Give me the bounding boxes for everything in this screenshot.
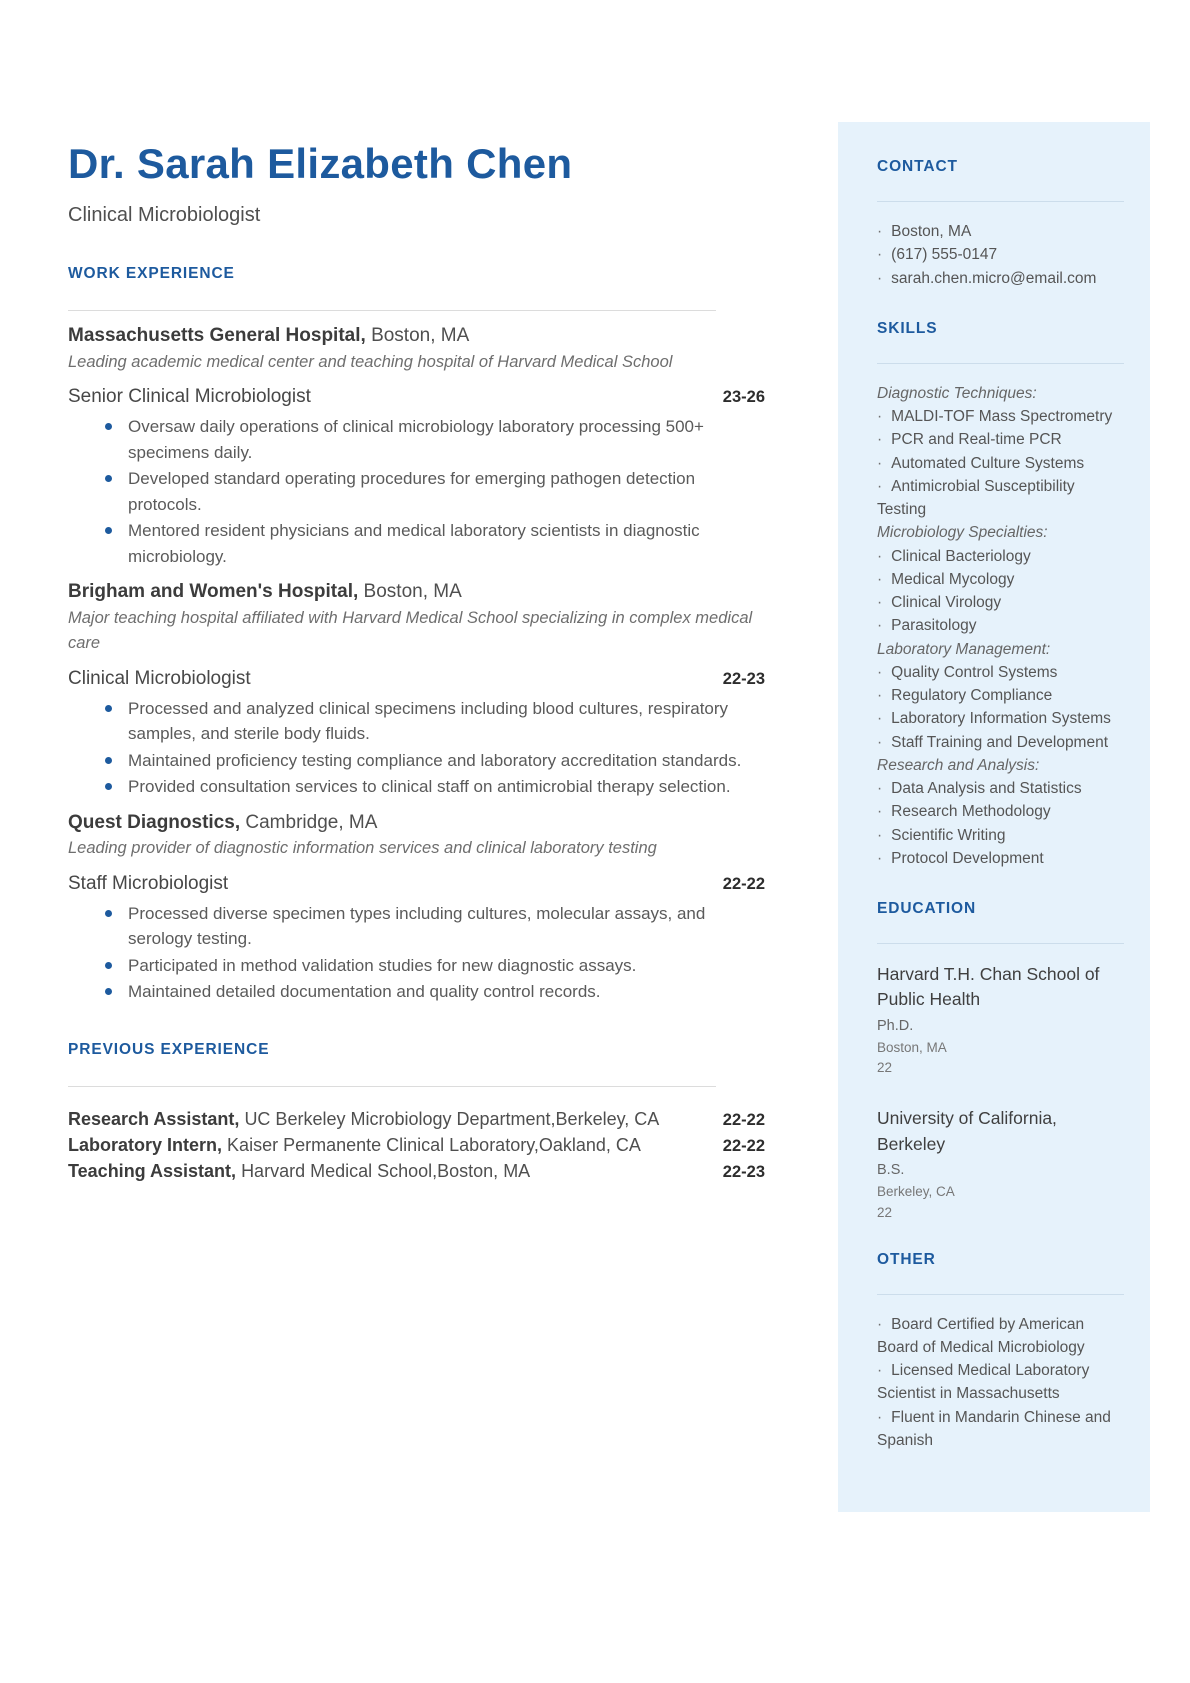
skill-text: Protocol Development	[891, 849, 1044, 867]
dot-icon: ·	[877, 431, 883, 449]
role-dates: 22-22	[722, 874, 765, 893]
bullet-icon	[105, 423, 112, 430]
role-dates: 23-26	[722, 388, 765, 407]
previous-role: Laboratory Intern,	[68, 1134, 223, 1155]
contact-section	[877, 158, 1124, 290]
dot-icon: ·	[877, 826, 883, 844]
dot-icon: ·	[877, 454, 883, 472]
skill-text: Scientific Writing	[891, 826, 1006, 844]
company-tagline: Leading provider of diagnostic information services and clinical laboratory testing	[68, 839, 657, 858]
company-location: Boston, MA	[371, 325, 470, 346]
skill-item	[877, 847, 1124, 870]
company-name: Quest Diagnostics,	[68, 811, 241, 833]
bullet-icon	[105, 910, 112, 917]
contact-location: Boston, MA	[891, 223, 972, 240]
list-item	[68, 518, 765, 569]
previous-org: Harvard Medical School,Boston, MA	[241, 1160, 531, 1181]
skill-item	[877, 707, 1124, 730]
skill-text: Medical Mycology	[891, 570, 1015, 588]
skills-heading: SKILLS	[877, 319, 938, 337]
bullet-text: Maintained proficiency testing compliance and laboratory accreditation standards.	[128, 750, 742, 770]
school-name: Harvard T.H. Chan School of Public Health	[877, 964, 1100, 1010]
school-location: Boston, MA	[877, 1039, 947, 1055]
dot-icon: ·	[877, 663, 883, 681]
bullet-list	[68, 901, 765, 1005]
dot-icon: ·	[877, 687, 883, 704]
bullet-text: Processed and analyzed clinical specimens including blood cultures, respiratory samples, and sterile body fluids.	[128, 698, 729, 744]
dot-icon: ·	[877, 1315, 883, 1333]
list-item	[68, 696, 765, 747]
bullet-text: Oversaw daily operations of clinical microbiology laboratory processing 500+ specimens daily.	[128, 417, 704, 462]
skills-section	[877, 320, 1124, 870]
bullet-text: Provided consultation services to clinical staff on antimicrobial therapy selection.	[128, 777, 731, 797]
previous-org: UC Berkeley Microbiology Department,Berkeley, CA	[244, 1108, 660, 1129]
skill-group-label: Research and Analysis:	[877, 756, 1040, 774]
company-tagline: Major teaching hospital affiliated with Harvard Medical School specializing in complex medical care	[68, 609, 753, 652]
skill-text: Clinical Bacteriology	[891, 547, 1031, 565]
role-row	[68, 668, 765, 690]
skill-text: Laboratory Information Systems	[891, 710, 1111, 728]
contact-item-phone	[877, 243, 1124, 266]
company-line	[68, 579, 765, 605]
dot-icon: ·	[877, 570, 883, 588]
other-section	[877, 1251, 1124, 1453]
table-row	[68, 1159, 765, 1185]
graduation-year: 22	[877, 1060, 893, 1076]
list-item	[68, 979, 765, 1005]
previous-experience-section	[68, 1041, 765, 1185]
role-title: Staff Microbiologist	[68, 872, 229, 894]
other-text: Fluent in Mandarin Chinese and Spanish	[877, 1408, 1111, 1449]
bullet-text: Mentored resident physicians and medical laboratory scientists in diagnostic microbiology.	[128, 521, 700, 566]
skill-text: Antimicrobial Susceptibility Testing	[877, 477, 1075, 518]
other-text: Board Certified by American Board of Medical Microbiology	[877, 1315, 1085, 1356]
list-item	[68, 901, 765, 952]
list-item	[68, 748, 765, 774]
sidebar	[838, 122, 1150, 1512]
bullet-list	[68, 414, 765, 569]
other-heading: OTHER	[877, 1250, 936, 1268]
bullet-text: Developed standard operating procedures for emerging pathogen detection protocols.	[128, 469, 696, 514]
section-divider	[877, 943, 1124, 944]
bullet-icon	[105, 705, 112, 712]
section-divider	[68, 1086, 716, 1087]
role-title: Clinical Microbiologist	[68, 667, 251, 689]
company-line	[68, 810, 765, 836]
contact-item-location	[877, 220, 1124, 243]
company-location: Boston, MA	[363, 581, 462, 603]
contact-email: sarah.chen.micro@email.com	[891, 269, 1097, 287]
spacer	[877, 290, 1124, 320]
list-item	[68, 466, 765, 517]
education-entry	[877, 962, 1124, 1079]
previous-dates: 22-22	[722, 1110, 765, 1129]
skill-item	[877, 591, 1124, 614]
main-column	[68, 140, 765, 1185]
job-entry	[68, 810, 765, 1005]
skill-item	[877, 777, 1124, 800]
other-item	[877, 1313, 1124, 1360]
contact-phone: (617) 555-0147	[891, 246, 998, 264]
previous-role: Research Assistant,	[68, 1108, 240, 1129]
work-experience-heading: WORK EXPERIENCE	[68, 265, 235, 282]
role-row	[68, 386, 765, 408]
skill-text: MALDI-TOF Mass Spectrometry	[891, 408, 1113, 425]
work-experience-section	[68, 265, 765, 1005]
contact-item-email	[877, 267, 1124, 290]
other-item	[877, 1359, 1124, 1406]
skill-group-label: Laboratory Management:	[877, 640, 1051, 658]
company-line	[68, 323, 765, 349]
other-item	[877, 1406, 1124, 1453]
skill-item	[877, 568, 1124, 591]
company-name: Massachusetts General Hospital,	[68, 325, 366, 346]
skill-item	[877, 661, 1124, 684]
education-section	[877, 900, 1124, 1224]
skill-text: Regulatory Compliance	[891, 687, 1053, 704]
bullet-icon	[105, 475, 112, 482]
skill-text: Quality Control Systems	[891, 663, 1058, 681]
bullet-text: Processed diverse specimen types including cultures, molecular assays, and serology testing.	[128, 903, 706, 949]
previous-role-org	[68, 1107, 723, 1133]
dot-icon: ·	[877, 849, 883, 867]
job-entry	[68, 323, 765, 569]
education-heading: EDUCATION	[877, 900, 977, 917]
contact-heading: CONTACT	[877, 158, 958, 175]
skill-item	[877, 452, 1124, 475]
dot-icon: ·	[877, 1362, 883, 1380]
skill-item	[877, 684, 1124, 707]
dot-icon: ·	[877, 246, 883, 264]
school-name: University of California, Berkeley	[877, 1108, 1057, 1154]
bullet-list	[68, 696, 765, 800]
dot-icon: ·	[877, 803, 883, 821]
skill-group-label: Diagnostic Techniques:	[877, 384, 1037, 402]
previous-role: Teaching Assistant,	[68, 1160, 237, 1181]
dot-icon: ·	[877, 710, 883, 728]
table-row	[68, 1133, 765, 1159]
dot-icon: ·	[877, 547, 883, 565]
skill-text: Clinical Virology	[891, 594, 1002, 611]
skill-item	[877, 800, 1124, 823]
bullet-icon	[105, 783, 112, 790]
job-title: Clinical Microbiologist	[68, 204, 261, 226]
section-divider	[877, 1294, 1124, 1295]
dot-icon: ·	[877, 408, 883, 425]
list-item	[68, 953, 765, 979]
dot-icon: ·	[877, 733, 883, 751]
skill-item	[877, 405, 1124, 428]
role-row	[68, 873, 765, 895]
degree: Ph.D.	[877, 1017, 914, 1034]
skill-item	[877, 824, 1124, 847]
dot-icon: ·	[877, 594, 883, 611]
skill-item	[877, 475, 1124, 522]
school-location: Berkeley, CA	[877, 1183, 955, 1199]
company-tagline: Leading academic medical center and teaching hospital of Harvard Medical School	[68, 352, 673, 371]
dot-icon: ·	[877, 780, 883, 797]
graduation-year: 22	[877, 1204, 893, 1220]
bullet-text: Participated in method validation studies for new diagnostic assays.	[128, 955, 637, 975]
previous-role-org	[68, 1159, 723, 1185]
previous-experience-heading: PREVIOUS EXPERIENCE	[68, 1040, 270, 1058]
bullet-icon	[105, 988, 112, 995]
bullet-text: Maintained detailed documentation and quality control records.	[128, 982, 601, 1002]
skill-text: Automated Culture Systems	[891, 454, 1085, 472]
previous-role-org	[68, 1133, 723, 1159]
skill-text: Parasitology	[891, 617, 977, 635]
skill-group-label: Microbiology Specialties:	[877, 524, 1048, 542]
section-divider	[68, 310, 716, 311]
previous-dates: 22-23	[722, 1162, 765, 1181]
table-row	[68, 1107, 765, 1133]
skill-item	[877, 428, 1124, 451]
section-divider	[877, 201, 1124, 202]
bullet-icon	[105, 527, 112, 534]
job-entry	[68, 579, 765, 799]
page-title: Dr. Sarah Elizabeth Chen	[68, 140, 573, 187]
role-title: Senior Clinical Microbiologist	[68, 386, 311, 408]
dot-icon: ·	[877, 617, 883, 635]
bullet-icon	[105, 757, 112, 764]
skill-text: PCR and Real-time PCR	[891, 431, 1062, 449]
skill-item	[877, 614, 1124, 637]
skill-text: Staff Training and Development	[891, 733, 1109, 751]
skill-text: Research Methodology	[891, 803, 1051, 821]
skill-item	[877, 545, 1124, 568]
spacer	[877, 870, 1124, 900]
degree: B.S.	[877, 1162, 905, 1179]
bullet-icon	[105, 962, 112, 969]
skill-text: Data Analysis and Statistics	[891, 780, 1082, 797]
company-name: Brigham and Women's Hospital,	[68, 581, 359, 603]
dot-icon: ·	[877, 477, 883, 495]
list-item	[68, 414, 765, 465]
education-entry	[877, 1106, 1124, 1223]
dot-icon: ·	[877, 269, 883, 287]
dot-icon: ·	[877, 1408, 883, 1426]
skill-item	[877, 731, 1124, 754]
previous-org: Kaiser Permanente Clinical Laboratory,Oakland, CA	[227, 1134, 641, 1155]
role-dates: 22-23	[722, 669, 765, 688]
list-item	[68, 774, 765, 800]
section-divider	[877, 363, 1124, 364]
previous-dates: 22-22	[722, 1136, 765, 1155]
other-text: Licensed Medical Laboratory Scientist in Massachusetts	[877, 1362, 1090, 1403]
dot-icon: ·	[877, 223, 883, 240]
company-location: Cambridge, MA	[245, 811, 378, 833]
